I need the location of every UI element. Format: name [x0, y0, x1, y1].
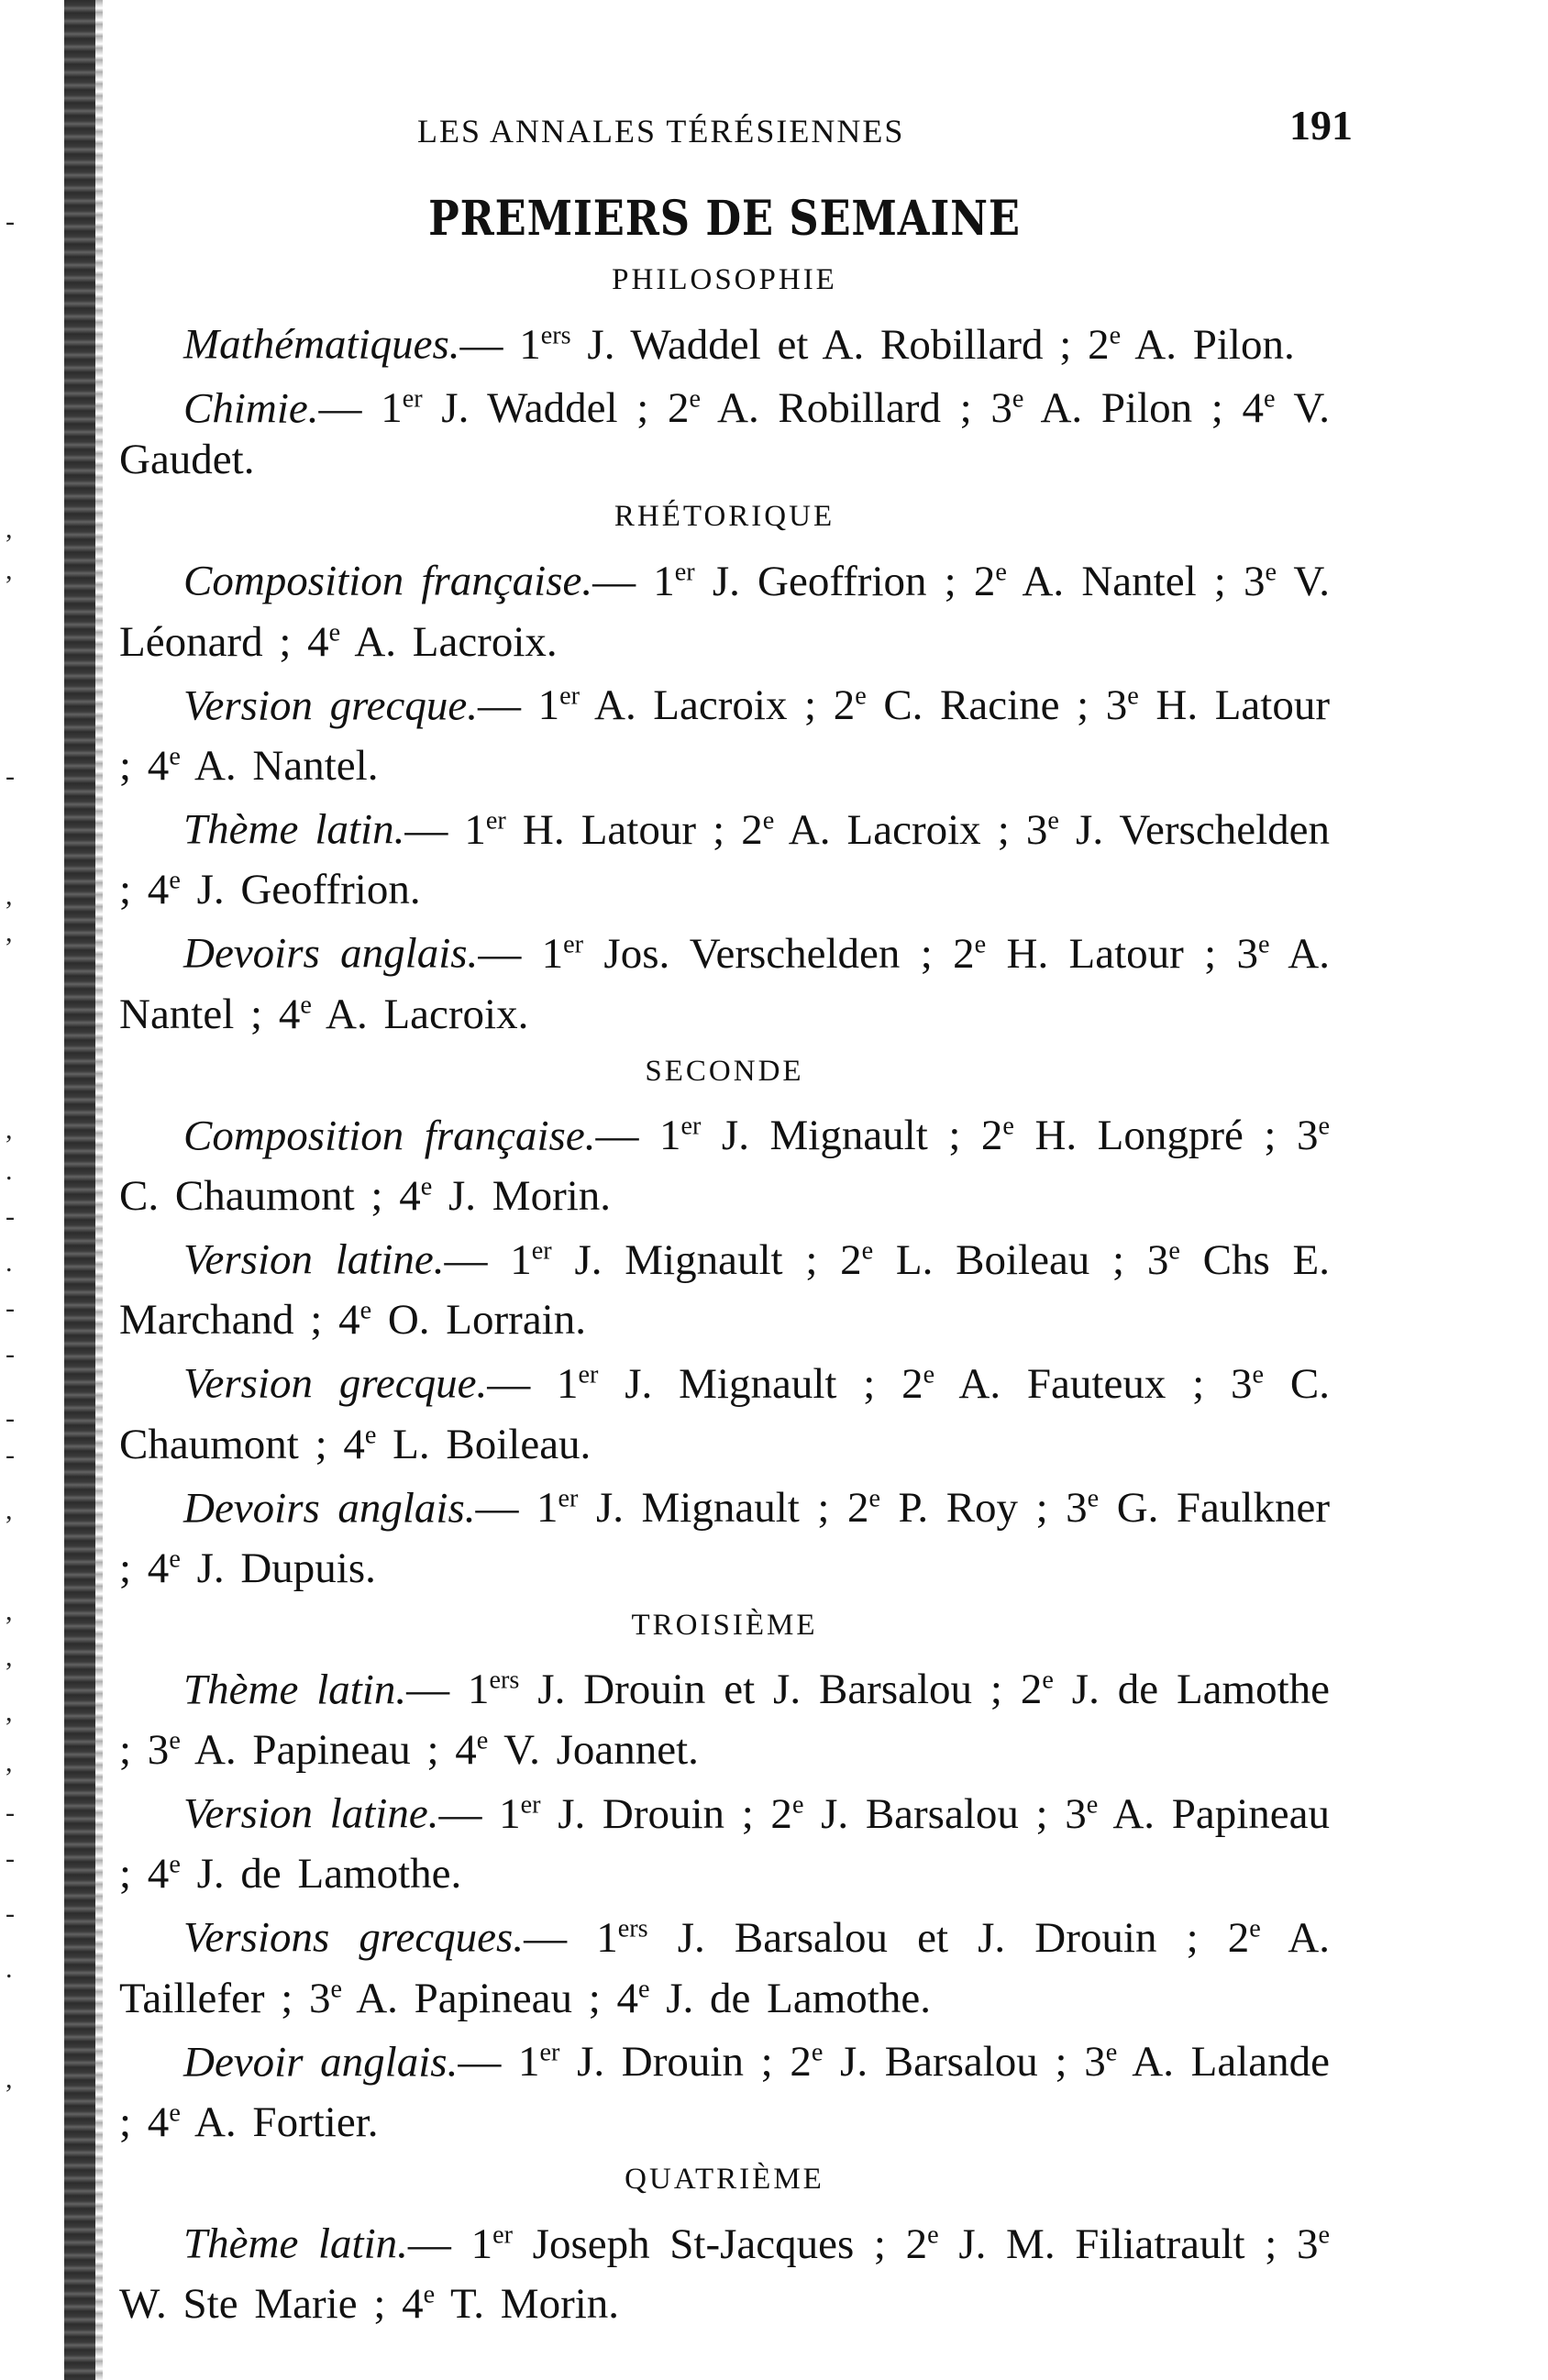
section-title: RHÉTORIQUE — [614, 500, 835, 534]
subject-label: Chimie. — [183, 384, 319, 433]
entry — [119, 2209, 1330, 2330]
binding-shadow — [64, 0, 95, 2380]
ranking-text: — 1er J. Drouin ; 2e J. Barsalou ; 3e A. Papineau ; 4e J. de Lamothe. — [119, 1789, 1331, 1898]
entry — [119, 671, 1330, 791]
running-head — [119, 101, 1353, 165]
subject-label: Devoirs anglais. — [183, 929, 479, 978]
entry — [119, 1101, 1330, 1222]
section-title: PHILOSOPHIE — [612, 263, 837, 296]
entry — [119, 1903, 1330, 2023]
ranking-text: — 1er J. Mignault ; 2e H. Longpré ; 3e C. Chaumont ; 4e J. Morin. — [119, 1112, 1330, 1220]
binding-edge — [95, 0, 103, 2380]
margin-marks: - , , - , , , . - . - - - - , , , , , - - - . , — [6, 206, 15, 2094]
entry — [119, 1349, 1330, 1469]
subject-label: Version grecque. — [183, 681, 478, 730]
subject-label: Devoirs anglais. — [183, 1484, 476, 1533]
section-seconde — [119, 1055, 1330, 1594]
page-number: 191 — [1289, 102, 1353, 149]
section-title: QUATRIÈME — [625, 2163, 824, 2197]
ranking-text: — 1er A. Lacroix ; 2e C. Racine ; 3e H. Latour ; 4e A. Nantel. — [119, 681, 1330, 790]
ranking-text: — 1er H. Latour ; 2e A. Lacroix ; 3e J. Verschelden ; 4e J. Geoffrion. — [119, 805, 1330, 914]
sections-container — [119, 263, 1330, 2330]
entry — [119, 795, 1330, 915]
entry — [119, 310, 1330, 371]
page — [119, 101, 1353, 2333]
ranking-text: — 1er J. Mignault ; 2e A. Fauteux ; 3e C. Chaumont ; 4e L. Boileau. — [119, 1359, 1330, 1468]
running-title: LES ANNALES TÉRÉSIENNES — [417, 113, 905, 149]
subject-label: Composition française. — [183, 557, 593, 605]
subject-label: Composition française. — [183, 1112, 596, 1160]
ranking-text: — 1ers J. Barsalou et J. Drouin ; 2e A. Taillefer ; 3e A. Papineau ; 4e J. de Lamothe. — [119, 1914, 1330, 2022]
ranking-text: — 1er J. Drouin ; 2e J. Barsalou ; 3e A. Lalande ; 4e A. Fortier. — [119, 2038, 1331, 2147]
subject-label: Thème latin. — [183, 2219, 408, 2268]
ranking-text: — 1er Joseph St-Jacques ; 2e J. M. Filiatrault ; 3e W. Ste Marie ; 4e T. Morin. — [119, 2219, 1331, 2329]
subject-label: Mathématiques. — [183, 320, 460, 369]
subject-label: Version latine. — [183, 1235, 445, 1284]
section-troisieme — [119, 1609, 1330, 2148]
subject-label: Version grecque. — [183, 1359, 488, 1408]
entry — [119, 547, 1330, 667]
ranking-text: — 1ers J. Drouin et J. Barsalou ; 2e J. de Lamothe ; 3e A. Papineau ; 4e V. Joannet. — [119, 1666, 1331, 1775]
section-title: TROISIÈME — [631, 1608, 818, 1642]
subject-label: Versions grecques. — [183, 1914, 525, 1963]
section-philosophie — [119, 263, 1330, 485]
entry — [119, 1779, 1330, 1899]
ranking-text: — 1ers J. Waddel et A. Robillard ; 2e A. Pilon. — [459, 320, 1295, 369]
entry — [119, 1474, 1330, 1594]
ranking-text: — 1er Jos. Verschelden ; 2e H. Latour ; 3e A. Nantel ; 4e A. Lacroix. — [119, 929, 1331, 1038]
section-title: SECONDE — [645, 1054, 804, 1088]
main-title: PREMIERS DE SEMAINE — [428, 191, 1021, 247]
ranking-text: — 1er J. Geoffrion ; 2e A. Nantel ; 3e V. Léonard ; 4e A. Lacroix. — [119, 557, 1330, 666]
ranking-text: — 1er J. Mignault ; 2e L. Boileau ; 3e Chs E. Marchand ; 4e O. Lorrain. — [119, 1235, 1330, 1345]
ranking-text: — 1er J. Mignault ; 2e P. Roy ; 3e G. Faulkner ; 4e J. Dupuis. — [119, 1484, 1330, 1592]
entry — [119, 1655, 1330, 1776]
subject-label: Thème latin. — [183, 1666, 407, 1714]
subject-label: Devoir anglais. — [183, 2038, 459, 2087]
section-rhetorique — [119, 500, 1330, 1039]
entry — [119, 919, 1330, 1039]
entry — [119, 1225, 1330, 1345]
section-quatrieme — [119, 2163, 1330, 2330]
subject-label: Thème latin. — [183, 805, 405, 854]
entry — [119, 2028, 1330, 2148]
entry — [119, 374, 1330, 486]
subject-label: Version latine. — [183, 1789, 439, 1838]
ranking-text: — 1er J. Waddel ; 2e A. Robillard ; 3e A. Pilon ; 4e V. Gaudet. — [119, 384, 1330, 484]
